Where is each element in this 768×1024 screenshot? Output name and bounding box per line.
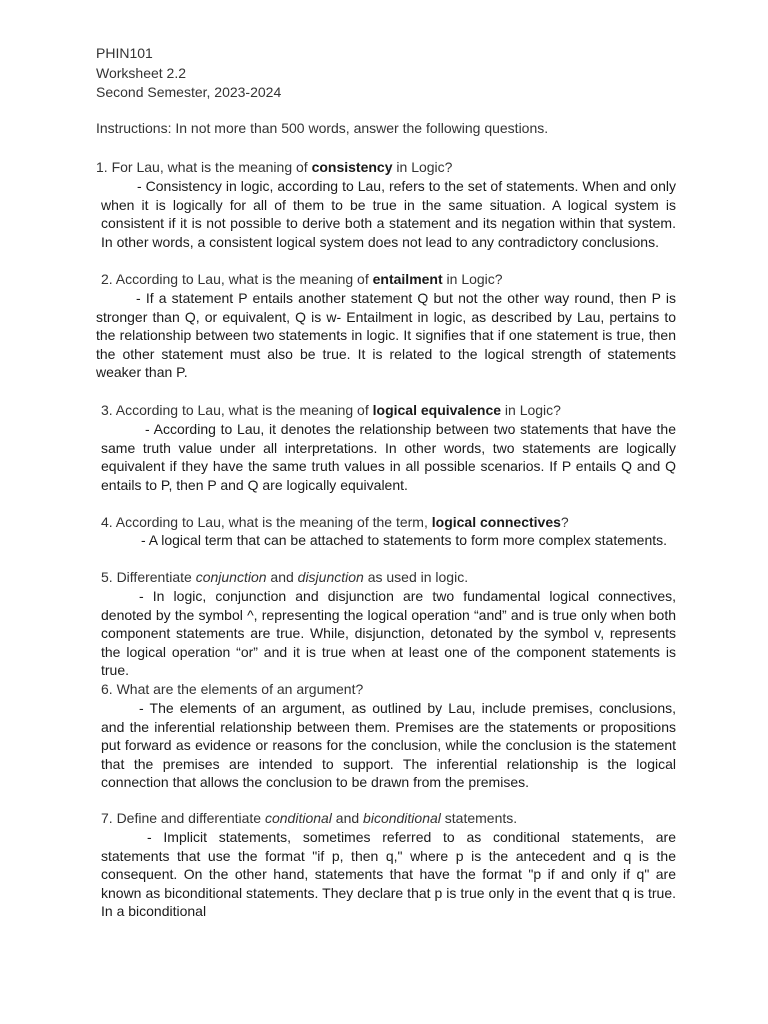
instructions: Instructions: In not more than 500 words, answer the following questions. bbox=[96, 120, 549, 136]
answer-4: - A logical term that can be attached to statements to form more complex statements. bbox=[141, 532, 668, 548]
answer-7: - Implicit statements, sometimes referred to as conditional statements, are statements that use the format "if p, then q," where p is the antecedent and q is the consequent. On the other hand, statements that have the format "p if and only if q" are known as biconditional statements. They declare that p is true only in the event that q is true. In a biconditional bbox=[101, 829, 676, 920]
answer-5: - In logic, conjunction and disjunction are two fundamental logical connectives, denoted by the symbol ^, representing the logical operation “and” and is true only when both component statements are true. While, disjunction, detonated by the symbol v, represents the logical operation “or” and it is true when at least one of the component statements is true. bbox=[101, 588, 676, 679]
question-4: 4. According to Lau, what is the meaning of the term, logical connectives? bbox=[101, 514, 569, 530]
question-1: 1. For Lau, what is the meaning of consistency in Logic? bbox=[96, 159, 453, 175]
question-5: 5. Differentiate conjunction and disjunction as used in logic. bbox=[101, 569, 469, 585]
question-3: 3. According to Lau, what is the meaning of logical equivalence in Logic? bbox=[101, 402, 561, 418]
worksheet-title: Worksheet 2.2 bbox=[96, 64, 187, 81]
answer-6: - The elements of an argument, as outlined by Lau, include premises, conclusions, and the inferential relationship between them. Premises are the statements or propositions put forward as evidence or reasons for the conclusion, while the conclusion is the statement that the premises are intended to support. The inferential relationship is the logical connection that allows the conclusion to be drawn from the premises. bbox=[101, 700, 676, 791]
question-7: 7. Define and differentiate conditional and biconditional statements. bbox=[101, 810, 518, 826]
question-2: 2. According to Lau, what is the meaning of entailment in Logic? bbox=[101, 271, 503, 287]
question-6: 6. What are the elements of an argument? bbox=[101, 681, 364, 697]
answer-3: - According to Lau, it denotes the relationship between two statements that have the same truth value under all interpretations. In other words, two statements are logically equivalent if they have the same truth values in all possible scenarios. If P entails Q and Q entails to P, then P and Q are logically equivalent. bbox=[101, 421, 676, 493]
semester: Second Semester, 2023-2024 bbox=[96, 84, 282, 100]
answer-1: - Consistency in logic, according to Lau, refers to the set of statements. When and only when it is logically for all of them to be true in the same situation. A logical system is consistent if it is not possible to derive both a statement and its negation within that system. In other words, a consistent logical system does not lead to any contradictory conclusions. bbox=[101, 178, 676, 250]
answer-2: - If a statement P entails another statement Q but not the other way round, then P is stronger than Q, or equivalent, Q is w- Entailment in logic, as described by Lau, pertains to the relationship between two statements in logic. It signifies that if one statement is true, then the other statement must also be true. It is related to the logical strength of statements weaker than P. bbox=[96, 290, 676, 381]
document-header bbox=[96, 44, 281, 103]
course-code: PHIN101 bbox=[96, 45, 153, 61]
